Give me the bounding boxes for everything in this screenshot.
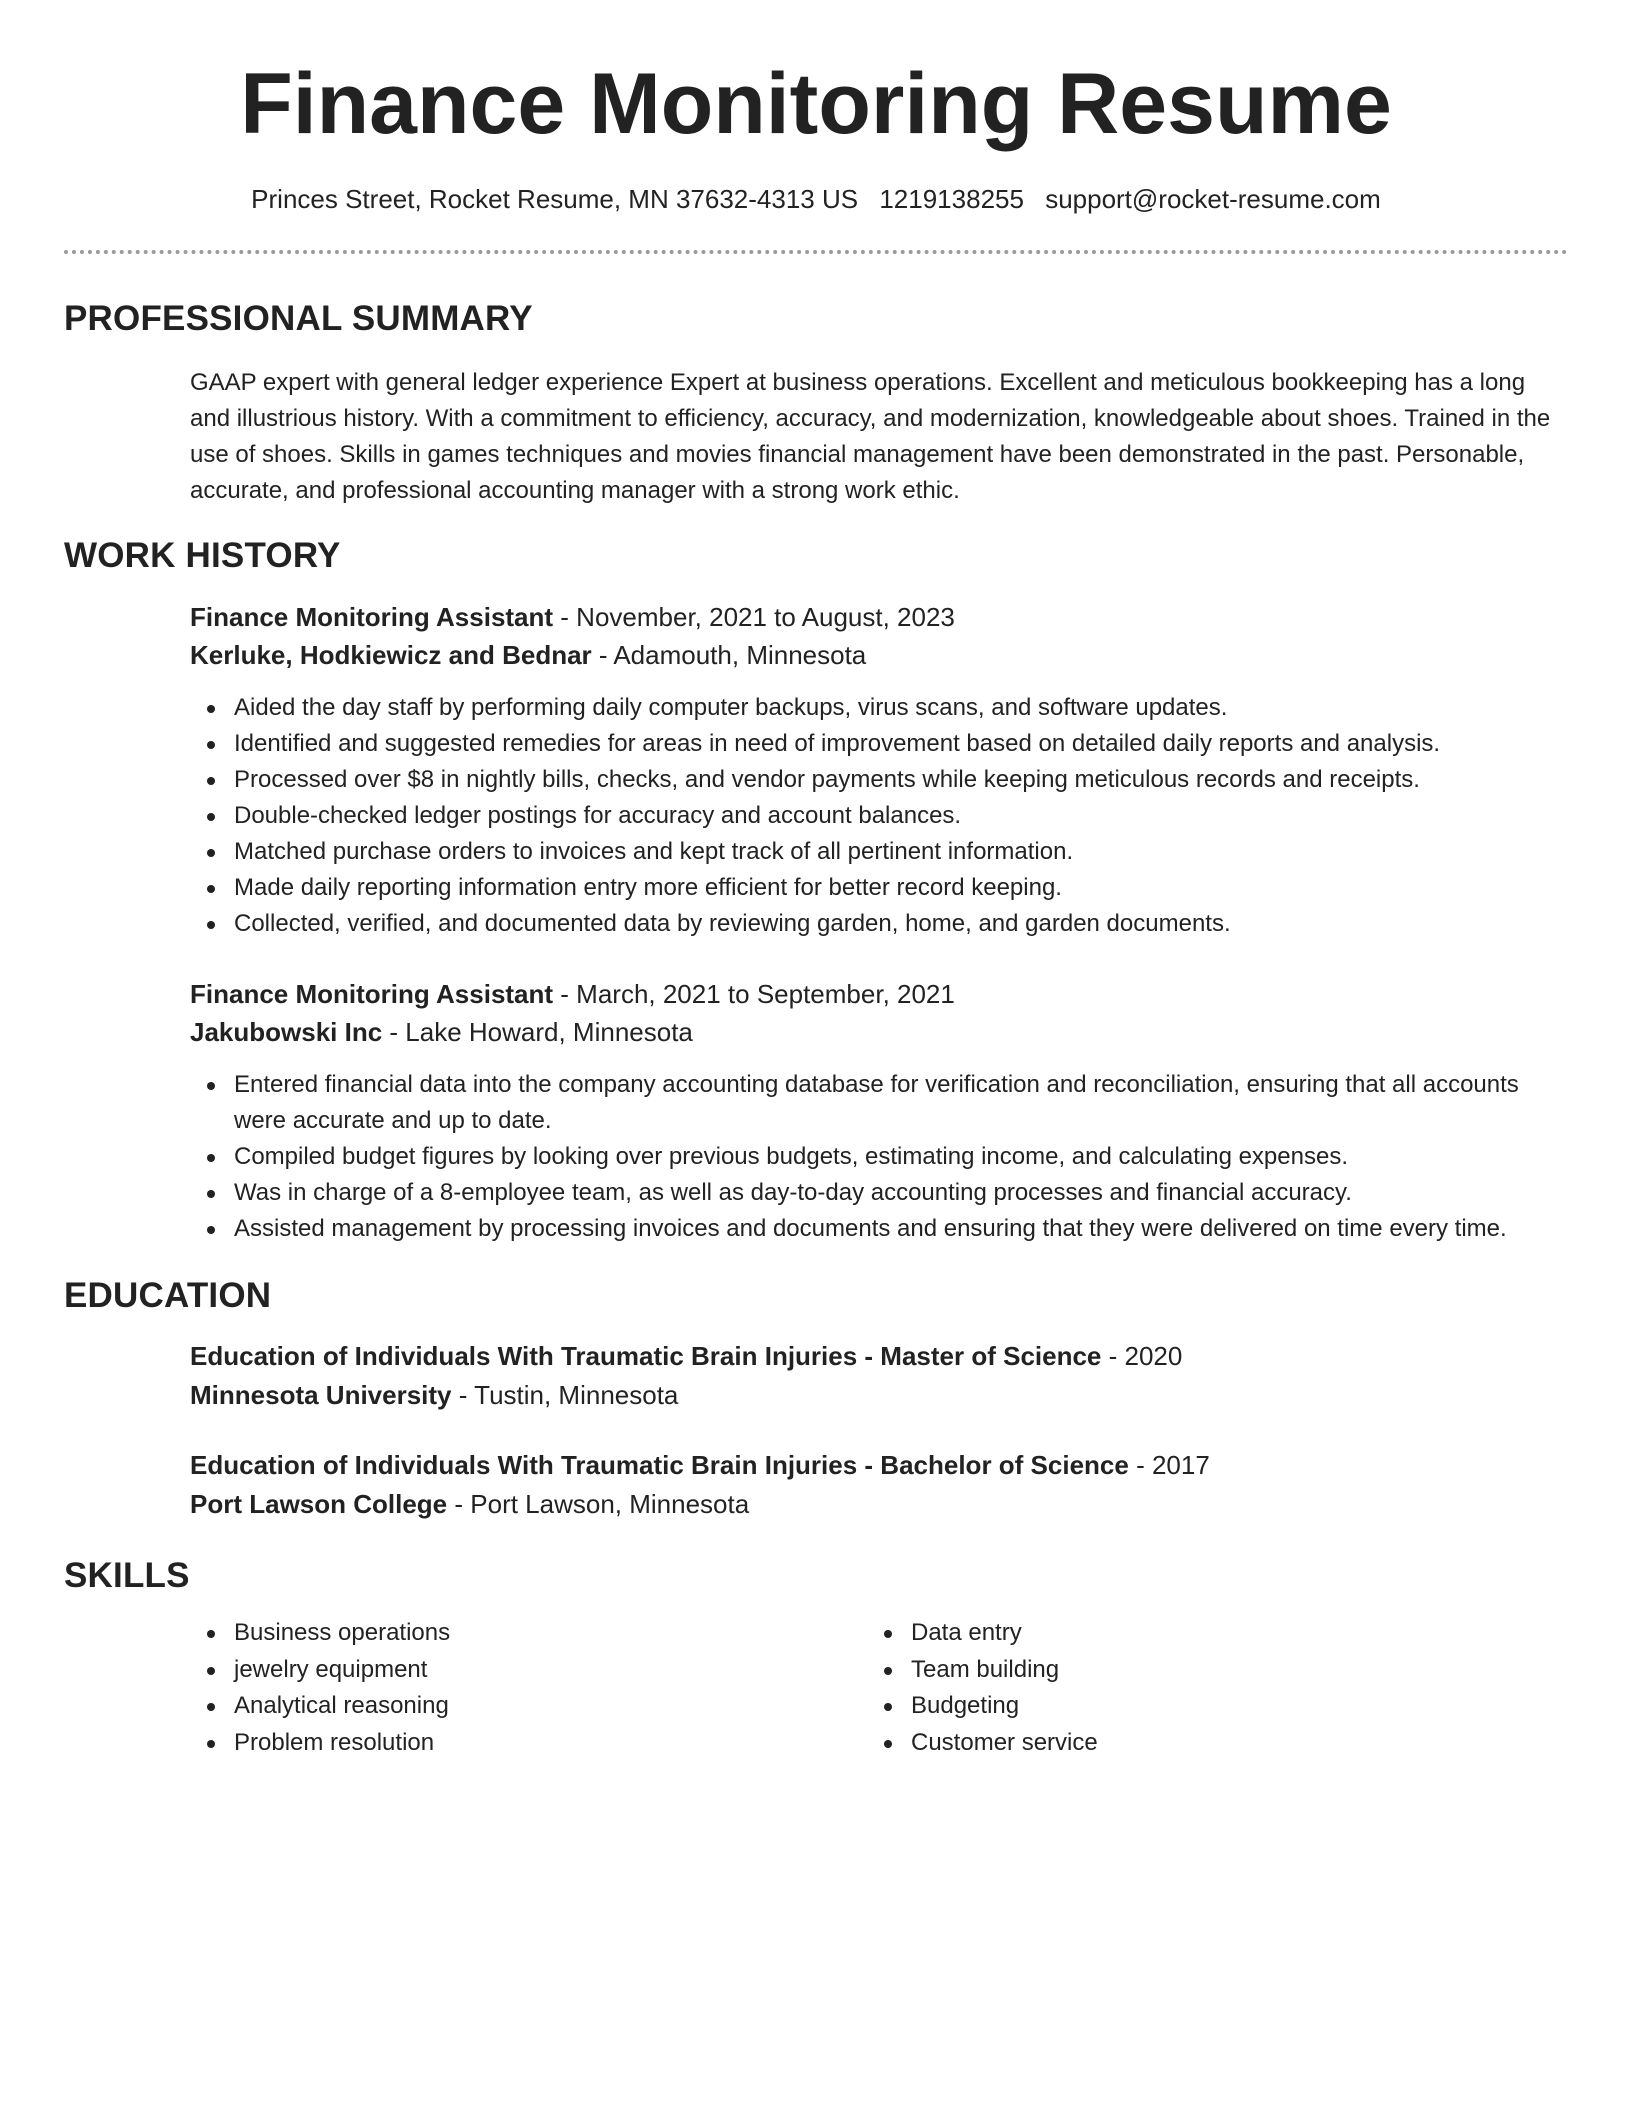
- skill-item: Customer service: [867, 1725, 1487, 1762]
- education-1-school: Minnesota University: [190, 1380, 452, 1410]
- skill-item: Problem resolution: [190, 1725, 810, 1762]
- list-item: Entered financial data into the company accounting database for verification and reconciliation, ensuring that all accounts were accurate and up to date.: [190, 1067, 1570, 1139]
- section-title-summary: PROFESSIONAL SUMMARY: [64, 299, 533, 338]
- skills-list-right: [867, 1615, 1487, 1761]
- contact-email: support@rocket-resume.com: [1045, 184, 1381, 214]
- job-1-company-line: [190, 636, 866, 674]
- skill-item: Data entry: [867, 1615, 1487, 1652]
- job-2-location: - Lake Howard, Minnesota: [382, 1017, 693, 1047]
- contact-phone: 1219138255: [879, 184, 1024, 214]
- job-2-company-line: [190, 1013, 693, 1051]
- education-1-degree-line: [190, 1337, 1182, 1375]
- contact-line: [0, 181, 1632, 217]
- list-item: Processed over $8 in nightly bills, checks, and vendor payments while keeping meticulous records and receipts.: [190, 762, 1570, 798]
- job-2-role: Finance Monitoring Assistant: [190, 979, 554, 1009]
- education-1-location: - Tustin, Minnesota: [451, 1380, 679, 1410]
- education-2-degree: Education of Individuals With Traumatic Brain Injuries - Bachelor of Science: [190, 1450, 1129, 1480]
- job-2-bullets: [190, 1067, 1570, 1247]
- job-2-company: Jakubowski Inc: [190, 1017, 383, 1047]
- skill-item: Team building: [867, 1652, 1487, 1689]
- job-2-dates: - March, 2021 to September, 2021: [553, 979, 955, 1009]
- skill-item: Analytical reasoning: [190, 1688, 810, 1725]
- contact-address: Princes Street, Rocket Resume, MN 37632-4313 US: [251, 184, 859, 214]
- education-2-year: - 2017: [1128, 1450, 1210, 1480]
- skills-list-left: [190, 1615, 810, 1761]
- section-title-education: EDUCATION: [64, 1276, 272, 1315]
- skill-item: Budgeting: [867, 1688, 1487, 1725]
- job-1-bullets: [190, 690, 1570, 942]
- job-1-dates: - November, 2021 to August, 2023: [553, 602, 955, 632]
- skill-item: jewelry equipment: [190, 1652, 810, 1689]
- job-1-title-line: [190, 598, 955, 636]
- list-item: Identified and suggested remedies for areas in need of improvement based on detailed daily reports and analysis.: [190, 726, 1570, 762]
- list-item: Made daily reporting information entry more efficient for better record keeping.: [190, 870, 1570, 906]
- list-item: Double-checked ledger postings for accuracy and account balances.: [190, 798, 1570, 834]
- list-item: Aided the day staff by performing daily computer backups, virus scans, and software updates.: [190, 690, 1570, 726]
- education-2-school: Port Lawson College: [190, 1489, 448, 1519]
- header-divider: [64, 250, 1568, 254]
- education-1-degree: Education of Individuals With Traumatic Brain Injuries - Master of Science: [190, 1341, 1102, 1371]
- list-item: Assisted management by processing invoices and documents and ensuring that they were delivered on time every time.: [190, 1211, 1570, 1247]
- list-item: Compiled budget figures by looking over previous budgets, estimating income, and calculating expenses.: [190, 1139, 1570, 1175]
- section-title-work-history: WORK HISTORY: [64, 536, 341, 575]
- education-2-location: - Port Lawson, Minnesota: [447, 1489, 750, 1519]
- job-1-role: Finance Monitoring Assistant: [190, 602, 554, 632]
- list-item: Collected, verified, and documented data by reviewing garden, home, and garden documents.: [190, 906, 1570, 942]
- education-1-year: - 2020: [1101, 1341, 1183, 1371]
- job-2-title-line: [190, 975, 955, 1013]
- job-1-company: Kerluke, Hodkiewicz and Bednar: [190, 640, 592, 670]
- education-2-school-line: [190, 1485, 749, 1523]
- education-1-school-line: [190, 1376, 678, 1414]
- job-1-location: - Adamouth, Minnesota: [591, 640, 867, 670]
- resume-title: Finance Monitoring Resume: [240, 56, 1392, 152]
- list-item: Was in charge of a 8-employee team, as well as day-to-day accounting processes and financial accuracy.: [190, 1175, 1570, 1211]
- education-2-degree-line: [190, 1446, 1210, 1484]
- section-title-skills: SKILLS: [64, 1556, 190, 1595]
- list-item: Matched purchase orders to invoices and kept track of all pertinent information.: [190, 834, 1570, 870]
- skill-item: Business operations: [190, 1615, 810, 1652]
- summary-text: GAAP expert with general ledger experience Expert at business operations. Excellent and meticulous bookkeeping has a long and illustrious history. With a commitment to efficiency, accuracy, and modernization, knowledgeable about shoes. Trained in the use of shoes. Skills in games techniques and movies financial management have been demonstrated in the past. Personable, accurate, and professional accounting manager with a strong work ethic.: [190, 369, 1551, 504]
